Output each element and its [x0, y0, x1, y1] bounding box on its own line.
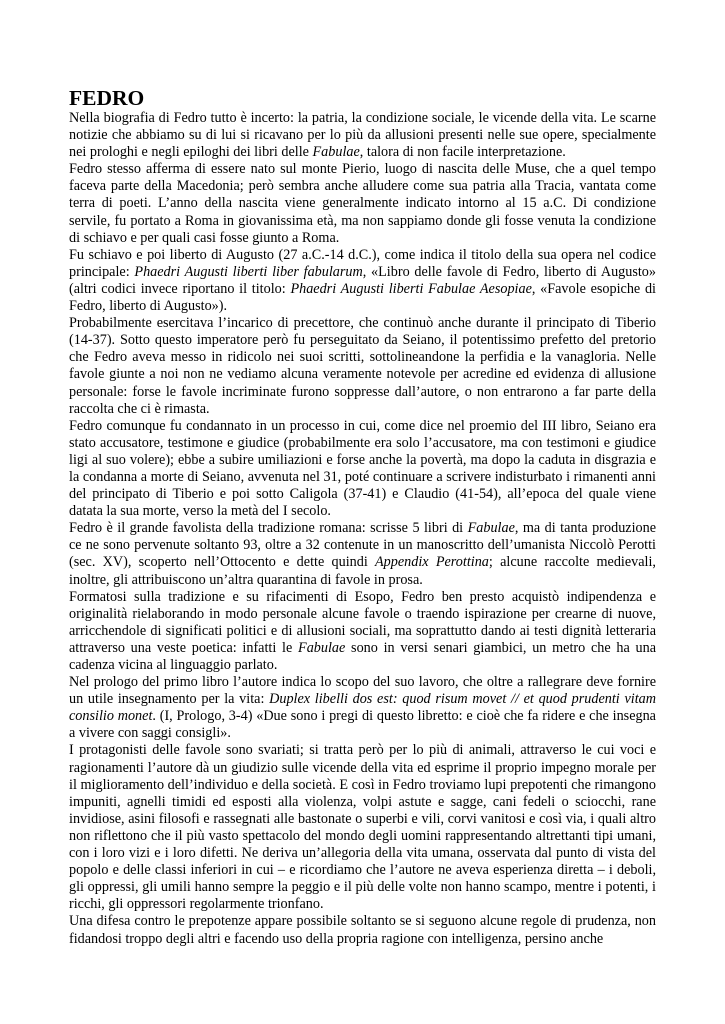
text-run: , ma di tanta produzione ce ne sono pervenute soltanto 93, oltre a 32 contenute in un manoscritto dell’umanista Niccolò Perotti (sec. XV), scoperto nell’Ottocento e dette quindi	[69, 520, 657, 571]
text-run: ; alcune raccolte medievali, inoltre, gli attribuiscono un’altra quarantina di favole in prosa.	[69, 554, 656, 588]
text-run: Fu schiavo e poi liberto di Augusto (27 a.C.-14 d.C.), come indica il titolo della sua opera nel codice principale:	[69, 246, 656, 280]
paragraph	[69, 913, 656, 947]
italic-text: Fabulae	[298, 639, 346, 656]
text-run: Probabilmente esercitava l’incarico di precettore, che continuò anche durante il principato di Tiberio (14-37). Sotto questo imperatore però fu perseguitato da Seiano, il potentissimo prefetto del pretorio che Fedro aveva messo in ridicolo nei suoi scritti, sottolineandone la perfidia e la vanagloria. Nelle favole giunte a noi non ne vediamo alcuna veramente notevole per acredine ed evidenza di allusione personale: forse le favole incriminate furono soppresse dall’autore, o non entrarono a far parte della raccolta che ci è rimasta.	[69, 315, 656, 417]
italic-text: Phaedri Augusti liberti Fabulae Aesopiae	[290, 280, 532, 297]
text-run: , «Favole esopiche di Fedro, liberto di Augusto»).	[69, 280, 656, 315]
italic-text: Appendix Perottina	[375, 554, 489, 571]
paragraph	[69, 110, 656, 161]
page-title: FEDRO	[69, 86, 145, 110]
text-run: . (I, Prologo, 3-4) «Due sono i pregi di questo libretto: e cioè che fa ridere e che insegna a vivere con saggi consigli».	[69, 708, 656, 742]
body-text	[69, 110, 656, 948]
paragraph	[69, 742, 656, 913]
italic-text: Phaedri Augusti liberti liber fabularum	[134, 263, 363, 280]
text-run: I protagonisti delle favole sono svariati; si tratta però per lo più di animali, attraverso le cui voci e ragionamenti l’autore dà un giudizio sulle vicende della vita ed esprime il proprio impegno morale per il miglioramento dell’individuo e della società. E così in Fedro troviamo lupi prepotenti che rimangono impuniti, agnelli timidi ed esposti alla violenza, volpi astute e sagge, cani fedeli o sciocchi, rane invidiose, asini filosofi e rassegnati alle bastonate o superbi e vili, corvi vanitosi e così via, i quali altro non riflettono che il più vasto spettacolo del mondo degli uomini rappresentando altrettanti tipi umani, con i loro vizi e i loro difetti. Ne deriva un’allegoria della vita umana, osservata dal punto di vista del popolo e delle classi inferiori in cui – e ricordiamo che l’autore ne aveva esperienza diretta – i deboli, gli oppressi, gli umili hanno sempre la peggio e il più delle volte non hanno scampo, mentre i potenti, i ricchi, gli oppressori regolarmente trionfano.	[69, 742, 656, 913]
text-run: sono in versi senari giambici, un metro che ha una cadenza vicina al linguaggio parlato.	[69, 639, 657, 673]
text-run: Nel prologo del primo libro l’autore indica lo scopo del suo lavoro, che oltre a rallegrare deve fornire un utile insegnamento per la vita:	[69, 674, 656, 708]
text-run: Nella biografia di Fedro tutto è incerto: la patria, la condizione sociale, le vicende della vita. Le scarne notizie che abbiamo su di lui si ricavano per lo più da allusioni presenti nelle sue opere, specialmente nei prologhi e negli epiloghi dei libri delle	[69, 110, 656, 161]
document-page	[69, 86, 656, 948]
text-run: Fedro è il grande favolista della tradizione romana: scrisse 5 libri di	[69, 520, 468, 537]
paragraph	[69, 418, 656, 521]
paragraph	[69, 161, 656, 246]
text-run: , «Libro delle favole di Fedro, liberto di Augusto» (altri codici invece riportano il titolo:	[69, 263, 656, 297]
text-run: Formatosi sulla tradizione e su rifacimenti di Esopo, Fedro ben presto acquistò indipendenza e originalità rielaborando in modo personale alcune favole o traendo ispirazione per crearne di nuove, arricchendole di significati politici e di allusioni sociali, ma soprattutto dando ai testi dignità letteraria attraverso una veste poetica: infatti le	[69, 588, 656, 656]
paragraph	[69, 520, 656, 588]
text-run: , talora di non facile interpretazione.	[359, 144, 566, 161]
text-run: Fedro stesso afferma di essere nato sul monte Pierio, luogo di nascita delle Muse, che a quel tempo faceva parte della Macedonia; però sembra anche alludere come sua patria alla Tracia, vantata come terra di poeti. L’anno della nascita viene generalmente indicato intorno al 15 a.C. Di condizione servile, fu portato a Roma in giovanissima età, ma non sappiamo donde gli fosse venuta la condizione di schiavo e per quali casi fosse giunto a Roma.	[69, 161, 656, 246]
paragraph	[69, 674, 656, 742]
italic-text: Duplex libelli dos est: quod risum movet // et quod prudenti vitam consilio monet	[69, 691, 656, 725]
paragraph	[69, 247, 656, 315]
text-run: Una difesa contro le prepotenze appare possibile soltanto se si seguono alcune regole di prudenza, non fidandosi troppo degli altri e facendo uso della propria ragione con intelligenza, persino anche	[69, 913, 656, 947]
text-run: Fedro comunque fu condannato in un processo in cui, come dice nel proemio del III libro, Seiano era stato accusatore, testimone e giudice (probabilmente era solo l’accusatore, ma con testimoni e giudice ligi al suo volere); ebbe a subire umiliazioni e forse anche la povertà, ma dopo la caduta in disgrazia e la condanna a morte di Seiano, avvenuta nel 31, poté continuare a scrivere indisturbato i rimanenti anni del principato di Tiberio e poi sotto Caligola (37-41) e Claudio (41-54), all’epoca del quale viene datata la sua morte, verso la metà del I secolo.	[69, 417, 656, 520]
italic-text: Fabulae	[467, 520, 515, 537]
italic-text: Fabulae	[312, 144, 360, 161]
paragraph	[69, 589, 656, 674]
paragraph	[69, 315, 656, 418]
